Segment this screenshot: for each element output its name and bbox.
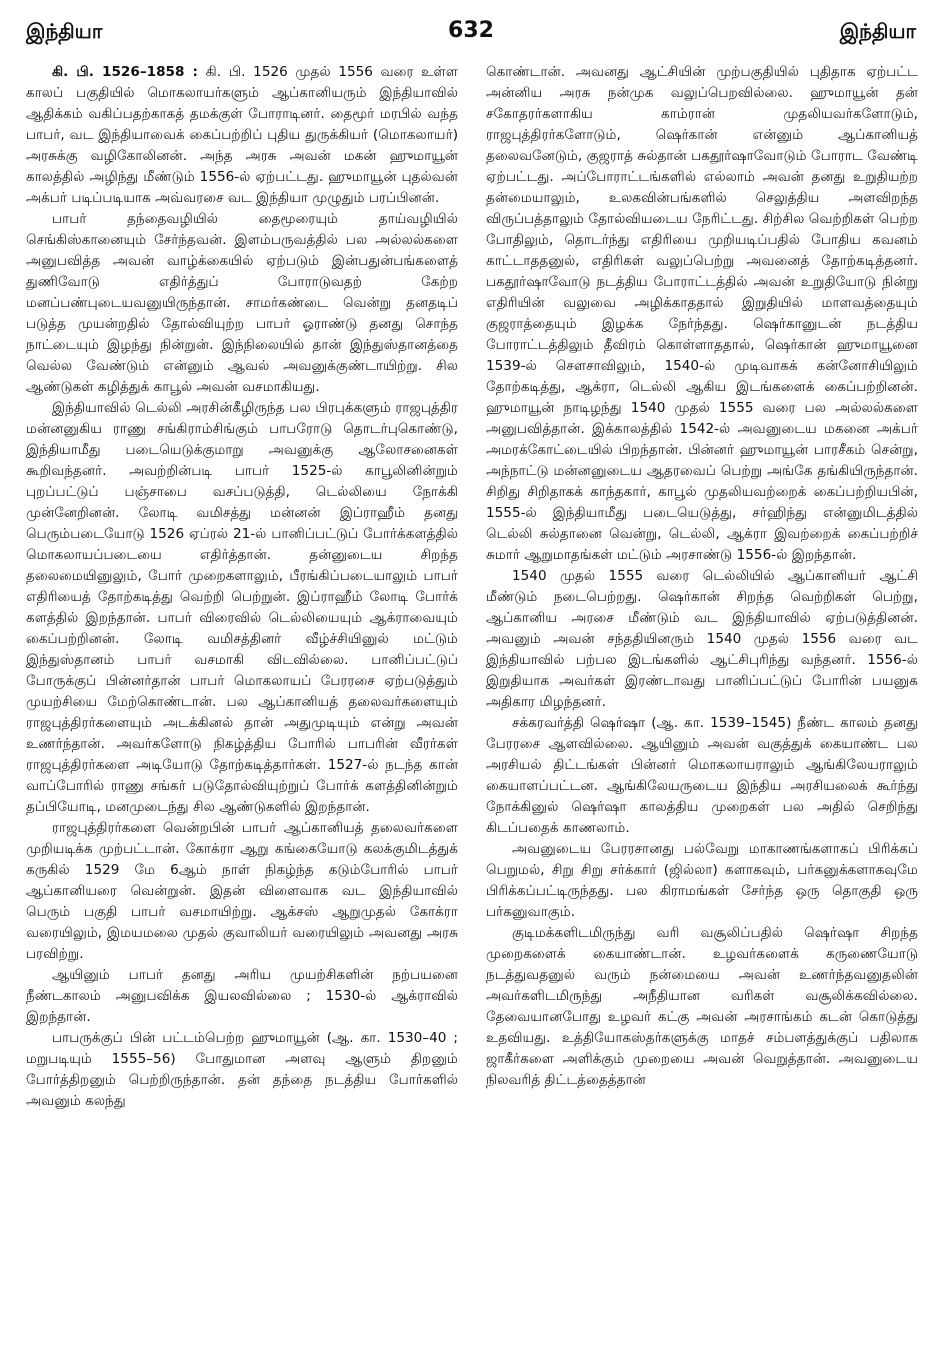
paragraph: கொண்டான். அவனது ஆட்சியின் முற்பகுதியில் புதிதாக ஏற்பட்ட அன்னிய அரசு நன்முக வலுப்பெறவில்லை. ஹுமாயூன் தன் சகோதரர்களாகிய காம்ரான் முதலியவர்களோடும், ராஜபுத்திரர்களோடும், ஷெர்கான் என்னும் ஆப்கானியத் தலைவனேடும், குஜராத் சுல்தான் பகதூர்ஷாவோடும் போராட வேண்டி ஏற்பட்டது. அப்போராட்டங்களில் எல்லாம் அவன் தனது உறுதியற்ற தன்மையாலும், உலகவின்பங்களில் செலுத்திய அளவிறந்த விருப்பத்தாலும் தோல்வியடைய நேரிட்டது. சிற்சில வெற்றிகள் பெற்ற போதிலும், தொடர்ந்து எதிரியை முறியடிப்பதில் போதிய கவனம் காட்டாததனுல், எதிரிகள் வலுப்பெற்று அவனைத் தோற்கடித்தனர். பகதூர்ஷாவோடு நடத்திய போராட்டத்தில் அவன் உறுதியோடு நின்று எதிரியின் வலுவை அழிக்காததால் இறுதியில் மாளவத்தையும் குஜராத்தையும் இழக்க நேர்ந்தது. ஷெர்கானுடன் நடத்திய போராட்டத்திலும் தீவிரம் கொள்ளாததால், ஷெர்கான் ஹுமாயூனை 1539-ல் சௌசாவிலும், 1540-ல் முடிவாகக் கன்னோசியிலும் தோற்கடித்து, ஆக்ரா, டெல்லி ஆகிய இடங்களைக் கைப்பற்றினன். ஹுமாயூன் நாடிழந்து 1540 முதல் 1555 வரை பல அல்லல்களை அனுபவித்தான். இக்காலத்தில் 1542-ல் அவனுடைய மகனை அக்பர் அமரக்கோட்டையில் பிறந்தான். பின்னர் ஹுமாயூன் பாரசீகம் சென்று, அந்நாட்டு மன்னனுடைய ஆதரவைப் பெற்று அங்கே தங்கியிருந்தான். சிறிது சிறிதாகக் காந்தகார், காபூல் முதலியவற்றைக் கைப்பற்றியபின், 1555-ல் இந்தியாமீது படையெடுத்து, சர்ஹிந்து என்னுமிடத்தில் டெல்லி சுல்தானை வென்று, டெல்லி, ஆக்ரா இவற்றைக் கைப்பற்றிச் சுமார் ஆறுமாதங்கள் மட்டும் அரசாண்டு 1556-ல் இறந்தான். — [486, 64, 918, 563]
paragraph: இந்தியாவில் டெல்லி அரசின்கீழிருந்த பல பிரபுக்களும் ராஜபுத்திர மன்னனுகிய ராணு சங்கிராம்சிங்கும் பாபரோடு தொடர்புகொண்டு, இந்தியாமீது படையெடுக்குமாறு அவனுக்கு ஆலோசனைகள் கூறிவந்தனர். அவற்றின்படி பாபர் 1525-ல் காபூலினின்றும் புறப்பட்டுப் பஞ்சாபை வசப்படுத்தி, டெல்லியை நோக்கி முன்னேறினன். லோடி வமிசத்து மன்னன் இப்ராஹீம் தனது பெரும்படையோடு 1526 ஏப்ரல் 21-ல் பானிப்பட்டுப் போர்க்களத்தில் மொகலாயப்படையை எதிர்த்தான். தன்னுடைய சிறந்த தலைமையினுலும், போர் முறைகளாலும், பீரங்கிப்படையாலும் பாபர் எதிரியைத் தோற்கடித்து வெற்றி பெற்றுன். இப்ராஹீம் லோடி போர்க் களத்தில் இறந்தான். பாபர் விரைவில் டெல்லியையும் ஆக்ராவையும் கைப்பற்றினன். லோடி வமிசத்தினர் வீழ்ச்சியினுல் மட்டும் இந்துஸ்தானம் பாபர் வசமாகி விடவில்லை. பானிப்பட்டுப் போருக்குப் பின்னர்தான் பாபர் மொகலாயப் பேரரசை ஏற்படுத்தும் முயற்சியை மேற்கொண்டான். பல ஆப்கானியத் தலைவர்களையும் ராஜபுத்திரர்களையும் அடக்கினல் தான் அதுமுடியும் என்று அவன் உணர்ந்தான். அவர்களோடு நிகழ்த்திய போரில் பாபரின் வீரர்கள் ராஜபுத்திரர்களை அடியோடு தோற்கடித்தார்கள். 1527-ல் நடந்த கான் வாப்போரில் ராணு சங்கர் படுதோல்வியுற்றுப் போர்க் களத்தினின்றும் தப்பியோடி, மனமுடைந்து சில ஆண்டுகளில் இறந்தான். — [26, 400, 458, 815]
paragraph: 1540 முதல் 1555 வரை டெல்லியில் ஆப்கானியர் ஆட்சி மீண்டும் நடைபெற்றது. ஷெர்கான் சிறந்த வெற்றிகள் பெற்று, ஆப்கானிய அரசை மீண்டும் வட இந்தியாவில் ஏற்படுத்தினன். அவனும் அவன் சந்ததியினரும் 1540 முதல் 1556 வரை வட இந்தியாவில் பற்பல இடங்களில் ஆட்சிபுரிந்து வந்தனர். 1556-ல் இறுதியாக அவர்கள் இரண்டாவது பானிப்பட்டுப் போரின் பயனுக அதிகார மிழந்தனர். — [486, 568, 918, 710]
header-right-title: இந்தியா — [839, 19, 916, 43]
paragraph: ஆயினும் பாபர் தனது அரிய முயற்சிகளின் நற்பயனை நீண்டகாலம் அனுபவிக்க இயலவில்லை ; 1530-ல் ஆக்ராவில் இறந்தான். — [26, 967, 458, 1025]
header-left-title: இந்தியா — [26, 19, 103, 43]
page-number: 632 — [448, 18, 494, 43]
right-column — [486, 62, 918, 1091]
section-heading: கி. பி. 1526–1858 : — [52, 64, 198, 80]
paragraph: சக்கரவர்த்தி ஷெர்ஷா (ஆ. கா. 1539–1545) நீண்ட காலம் தனது பேரரசை ஆளவில்லை. ஆயினும் அவன் வகுத்துக் கையாண்ட பல அரசியல் திட்டங்கள் பின்னர் மொகலாயராலும் ஆங்கிலேயராலும் கையாளப்பட்டன. ஆங்கிலேயருடைய இந்திய அரசியலைக் கூர்ந்து நோக்கினுல் ஷெர்ஷா காலத்திய முறைகள் பல அதில் செறிந்து கிடப்பதைக் காணலாம். — [486, 715, 918, 836]
left-column — [26, 62, 458, 1112]
page-header — [26, 14, 916, 48]
paragraph: ராஜபுத்திரர்களை வென்றபின் பாபர் ஆப்கானியத் தலைவர்களை முறியடிக்க முற்பட்டான். கோக்ரா ஆறு கங்கையோடு கலக்குமிடத்துக் கருகில் 1529 மே 6ஆம் நாள் நிகழ்ந்த கடும்போரில் பாபர் ஆப்கானியரை வென்றுன். இதன் விளைவாக வட இந்தியாவில் பெரும் பகுதி பாபர் வசமாயிற்று. ஆக்சஸ் ஆறுமுதல் கோக்ரா வரையிலும், இமயமலை முதல் குவாலியர் வரையிலும் அவனது அரசு பரவிற்று. — [26, 820, 458, 962]
paragraph: குடிமக்களிடமிருந்து வரி வசூலிப்பதில் ஷெர்ஷா சிறந்த முறைகளைக் கையாண்டான். உழவர்களைக் கருணையோடு நடத்துவதனுல் வரும் நன்மையை அவன் உணர்ந்தவனுதலின் அவர்களிடமிருந்து அநீதியான வரிகள் வசூலிக்கவில்லை. தேவையானபோது உழவர் கட்கு அவன் அரசாங்கம் கடன் கொடுத்து உதவியது. உத்தியோகஸ்தர்களுக்கு மாதச் சம்பளத்துக்குப் பதிலாக ஜாகீர்களை அளிக்கும் முறையை அவன் வெறுத்தான். அவனுடைய நிலவரித் திட்டத்தைத்தான் — [486, 925, 918, 1088]
paragraph: பாபர் தந்தைவழியில் தைமூரையும் தாய்வழியில் செங்கிஸ்கானையும் சேர்ந்தவன். இளம்பருவத்தில் பல அல்லல்களை அனுபவித்த அவன் வாழ்க்கையில் ஏற்படும் இன்பதுன்பங்களைத் துணிவோடு எதிர்த்துப் போராடுவதற் கேற்ற மனப்பண்புடையவனுயிருந்தான். சாமர்கண்டை வென்று தனதடிப் படுத்த முயன்றதில் தோல்வியுற்ற பாபர் ஓராண்டு தனது சொந்த நாட்டையும் இழந்து நின்றுன். இந்நிலையில் தான் இந்துஸ்தானத்தை வெல்ல வேண்டும் என்னும் ஆவல் அவனுக்குண்டாயிற்று. சில ஆண்டுகள் கழித்துக் காபூல் அவன் வசமாகியது. — [26, 211, 458, 395]
paragraph-text: கி. பி. 1526 முதல் 1556 வரை உள்ள காலப் பகுதியில் மொகலாயர்களும் ஆப்கானியரும் இந்தியாவில் ஆதிக்கம் வகிப்பதற்காகத் தமக்குள் போராடினர். தைமூர் மரபில் வந்த பாபர், வட இந்தியாவைக் கைப்பற்றிப் புதிய துருக்கியர் (மொகலாயர்) அரசுக்கு வழிகோலினன். அந்த அரசு அவன் மகன் ஹுமாயூன் காலத்தில் அழிந்து மீண்டும் 1556-ல் ஏற்பட்டது. ஹுமாயூன் புதல்வன் அக்பர் படிப்படியாக அவ்வரசை வட இந்தியா முழுதும் பரப்பினன். — [26, 64, 458, 206]
paragraph: பாபருக்குப் பின் பட்டம்பெற்ற ஹுமாயூன் (ஆ. கா. 1530–40 ; மறுபடியும் 1555–56) போதுமான அளவு ஆளும் திறனும் போர்த்திறனும் பெற்றிருந்தான். தன் தந்தை நடத்திய போர்களில் அவனும் கலந்து — [26, 1030, 458, 1109]
paragraph: அவனுடைய பேரரசானது பல்வேறு மாகாணங்களாகப் பிரிக்கப் பெறுமல், சிறு சிறு சர்க்கார் (ஜில்லா) களாகவும், பர்கனுக்களாகவுமே பிரிக்கப்பட்டிருந்தது. பல கிராமங்கள் சேர்ந்த ஒரு தொகுதி ஒரு பர்கனுவாகும். — [486, 841, 918, 920]
paragraph — [26, 62, 458, 209]
